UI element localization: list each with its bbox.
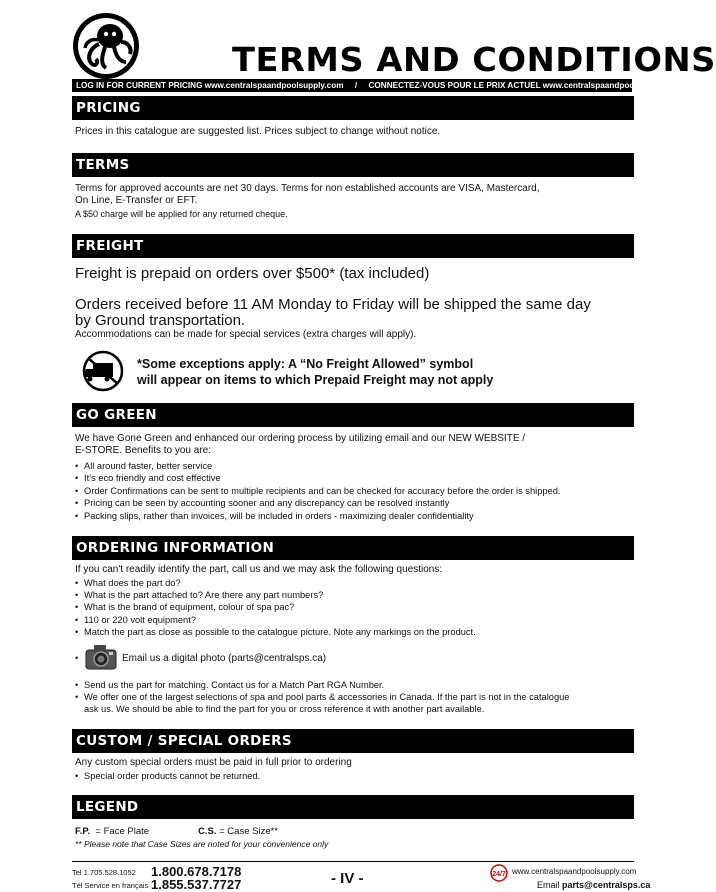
custom-line-1: Any custom special orders must be paid in full prior to ordering bbox=[75, 757, 352, 768]
go-green-heading: GO GREEN bbox=[72, 403, 634, 427]
photo-email-text[interactable]: Email us a digital photo (parts@centralsps.ca) bbox=[122, 653, 327, 664]
ordering-question: • What does the part do? bbox=[75, 578, 181, 588]
freight-exception-2: will appear on items to which Prepaid Freight may not apply bbox=[137, 373, 494, 387]
freight-line-1: Freight is prepaid on orders over $500* (tax included) bbox=[75, 265, 430, 282]
go-green-bullet: • Order Confirmations can be sent to multiple recipients and can be checked for accuracy before the order is shipped. bbox=[75, 486, 561, 496]
ordering-question: • Match the part as close as possible to the catalogue picture. Note any markings on the product. bbox=[75, 627, 476, 637]
pricing-heading: PRICING bbox=[72, 96, 634, 120]
ordering-question: • What is the part attached to? Are there any part numbers? bbox=[75, 590, 324, 600]
pricing-text: Prices in this catalogue are suggested list. Prices subject to change without notice. bbox=[75, 126, 441, 137]
banner-english[interactable]: LOG IN FOR CURRENT PRICING www.centralspaandpoolsupply.com bbox=[76, 81, 344, 90]
go-green-intro-2: E-STORE. Benefits to you are: bbox=[75, 445, 211, 456]
footer-divider bbox=[72, 861, 634, 862]
ordering-after: • We offer one of the largest selections of spa and pool parts & accessories in Canada. If the part is not in the catalogue bbox=[75, 692, 570, 702]
legend-fp: F.P. = Face Plate bbox=[75, 826, 150, 837]
go-green-bullet: • All around faster, better service bbox=[75, 461, 213, 471]
terms-line-3: A $50 charge will be applied for any returned cheque. bbox=[75, 209, 288, 219]
banner-separator: / bbox=[354, 81, 358, 90]
go-green-bullet: • Pricing can be seen by accounting sooner and any discrepancy can be resolved instantly bbox=[75, 498, 450, 508]
footer-email-address[interactable]: parts@centralsps.ca bbox=[562, 880, 651, 890]
ordering-heading: ORDERING INFORMATION bbox=[72, 536, 634, 560]
ordering-question: • 110 or 220 volt equipment? bbox=[75, 615, 196, 625]
ordering-question: • What is the brand of equipment, colour of spa pac? bbox=[75, 602, 295, 612]
footer-email bbox=[537, 880, 650, 890]
photo-bullet: • bbox=[75, 653, 79, 663]
custom-bullet: • Special order products cannot be returned. bbox=[75, 771, 261, 781]
ordering-after: • Send us the part for matching. Contact us for a Match Part RGA Number. bbox=[75, 680, 385, 690]
octopus-logo bbox=[72, 12, 140, 80]
page-title: TERMS AND CONDITIONS bbox=[232, 40, 716, 79]
freight-heading: FREIGHT bbox=[72, 234, 634, 258]
go-green-intro-1: We have Gone Green and enhanced our ordering process by utilizing email and our NEW WEBSITE / bbox=[75, 433, 526, 444]
footer-fr-label: Tél Service en français bbox=[72, 881, 149, 890]
ordering-intro: If you can't readily identify the part, call us and we may ask the following questions: bbox=[75, 564, 443, 575]
terms-line-1: Terms for approved accounts are net 30 days. Terms for non established accounts are VISA, Mastercard, bbox=[75, 183, 540, 194]
badge-text: 24/7 bbox=[492, 871, 506, 878]
legend-note: ** Please note that Case Sizes are noted for your convenience only bbox=[75, 839, 329, 849]
terms-line-2: On Line, E-Transfer or EFT. bbox=[75, 195, 198, 206]
freight-line-3: by Ground transportation. bbox=[75, 312, 246, 329]
legend-cs: C.S. = Case Size** bbox=[198, 826, 279, 837]
footer-tel-label: Tel 1.705.528.1052 bbox=[72, 868, 136, 877]
terms-heading: TERMS bbox=[72, 153, 634, 177]
footer-email-label: Email bbox=[537, 880, 560, 890]
camera-icon bbox=[84, 642, 118, 672]
freight-exception-1: *Some exceptions apply: A “No Freight Allowed” symbol bbox=[137, 357, 474, 371]
footer-tel-number[interactable]: 1.800.678.7178 bbox=[151, 864, 242, 879]
top-banner bbox=[72, 79, 682, 92]
freight-line-2: Orders received before 11 AM Monday to Friday will be shipped the same day bbox=[75, 296, 591, 313]
footer-fr-number[interactable]: 1.855.537.7727 bbox=[151, 877, 242, 892]
no-truck-icon bbox=[80, 350, 126, 392]
banner-french[interactable]: CONNECTEZ-VOUS POUR LE PRIX ACTUEL www.centralspaandpoolsupply.com bbox=[368, 81, 682, 90]
custom-heading: CUSTOM / SPECIAL ORDERS bbox=[72, 729, 634, 753]
support-24-7-icon bbox=[488, 864, 510, 882]
footer-web[interactable]: www.centralspaandpoolsupply.com bbox=[512, 867, 637, 876]
go-green-bullet: • It’s eco friendly and cost effective bbox=[75, 473, 221, 483]
ordering-after-cont: ask us. We should be able to find the part for you or cross reference it with another part available. bbox=[84, 704, 485, 714]
freight-line-4: Accommodations can be made for special services (extra charges will apply). bbox=[75, 329, 417, 340]
go-green-bullet: • Packing slips, rather than invoices, will be included in orders - maximizing dealer confidentiality bbox=[75, 511, 474, 521]
legend-heading: LEGEND bbox=[72, 795, 634, 819]
page-number: - IV - bbox=[331, 870, 364, 887]
